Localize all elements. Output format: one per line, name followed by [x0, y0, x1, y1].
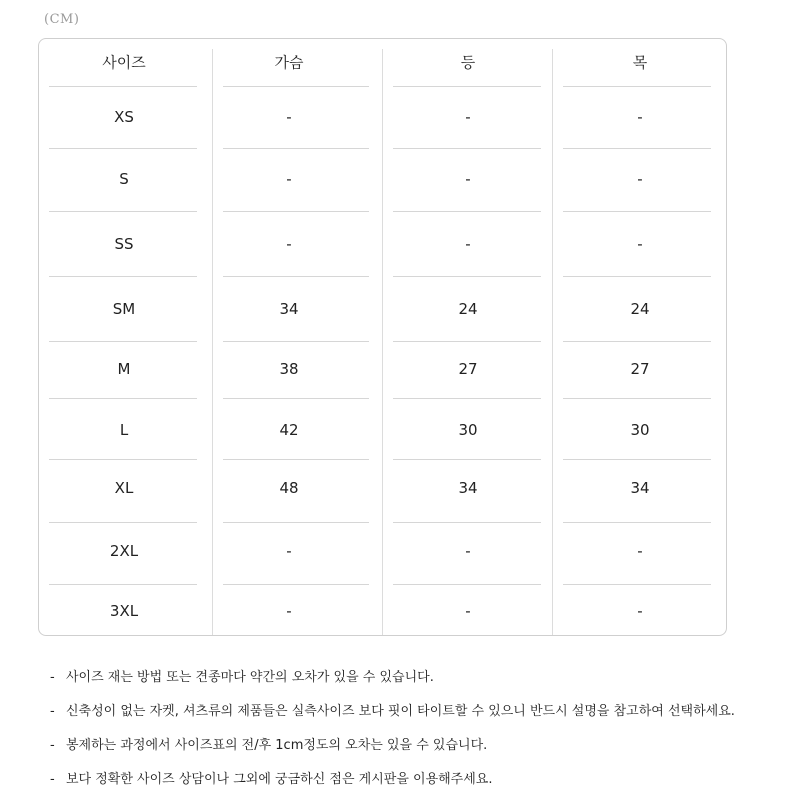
cell-chest: - [286, 542, 292, 560]
note-marker: - [50, 772, 55, 787]
row-separator [223, 148, 369, 149]
note-text: 사이즈 재는 방법 또는 견종마다 약간의 오차가 있을 수 있습니다. [66, 670, 434, 685]
row-separator [223, 584, 369, 585]
cell-back: - [465, 602, 471, 620]
row-separator [393, 341, 541, 342]
row-separator [49, 459, 197, 460]
header-size: 사이즈 [102, 53, 146, 72]
note-text: 신축성이 없는 자켓, 셔츠류의 제품들은 실측사이즈 보다 핏이 타이트할 수 있으니 반드시 설명을 참고하여 선택하세요. [66, 704, 735, 719]
row-separator [563, 459, 711, 460]
header-back: 등 [460, 53, 476, 72]
cell-chest: 38 [279, 360, 299, 378]
cell-neck: - [637, 235, 643, 253]
cell-back: - [465, 542, 471, 560]
size-table [38, 38, 727, 636]
cell-size: XL [114, 479, 134, 497]
row-separator [393, 148, 541, 149]
row-separator [393, 276, 541, 277]
cell-neck: 27 [630, 360, 650, 378]
cell-neck: 34 [630, 479, 650, 497]
unit-label: (CM) [44, 12, 80, 27]
cell-size: 2XL [109, 542, 139, 560]
note-marker: - [50, 670, 55, 685]
size-notes-list [50, 668, 735, 804]
note-item [50, 736, 735, 770]
cell-neck: - [637, 170, 643, 188]
cell-chest: - [286, 602, 292, 620]
note-text: 봉제하는 과정에서 사이즈표의 전/후 1cm정도의 오차는 있을 수 있습니다. [66, 738, 488, 753]
row-separator [393, 398, 541, 399]
cell-chest: 42 [279, 421, 299, 439]
cell-size: S [119, 170, 129, 188]
note-marker: - [50, 704, 55, 719]
row-separator [223, 459, 369, 460]
row-separator [49, 522, 197, 523]
column-divider [212, 49, 213, 635]
cell-back: - [465, 170, 471, 188]
row-separator [49, 86, 197, 87]
note-item [50, 770, 735, 804]
cell-size: XS [114, 108, 134, 126]
row-separator [223, 86, 369, 87]
note-item [50, 668, 735, 702]
cell-back: 30 [458, 421, 478, 439]
cell-chest: - [286, 170, 292, 188]
cell-chest: 48 [279, 479, 299, 497]
row-separator [393, 584, 541, 585]
cell-neck: - [637, 602, 643, 620]
row-separator [393, 86, 541, 87]
cell-neck: - [637, 108, 643, 126]
cell-size: L [119, 421, 129, 439]
row-separator [563, 522, 711, 523]
row-separator [49, 148, 197, 149]
cell-chest: 34 [279, 300, 299, 318]
cell-back: - [465, 235, 471, 253]
column-divider [552, 49, 553, 635]
row-separator [223, 211, 369, 212]
row-separator [49, 341, 197, 342]
row-separator [563, 148, 711, 149]
cell-chest: - [286, 108, 292, 126]
row-separator [223, 341, 369, 342]
note-marker: - [50, 738, 55, 753]
cell-size: SM [112, 300, 136, 318]
row-separator [393, 459, 541, 460]
row-separator [49, 584, 197, 585]
cell-neck: 30 [630, 421, 650, 439]
cell-back: 34 [458, 479, 478, 497]
row-separator [49, 398, 197, 399]
cell-neck: - [637, 542, 643, 560]
row-separator [563, 211, 711, 212]
header-neck: 목 [632, 53, 648, 72]
cell-size: SS [114, 235, 134, 253]
row-separator [563, 398, 711, 399]
cell-neck: 24 [630, 300, 650, 318]
row-separator [563, 341, 711, 342]
cell-size: M [117, 360, 131, 378]
row-separator [393, 211, 541, 212]
note-item [50, 702, 735, 736]
row-separator [49, 276, 197, 277]
note-text: 보다 정확한 사이즈 상담이나 그외에 궁금하신 점은 게시판을 이용해주세요. [66, 772, 493, 787]
row-separator [223, 398, 369, 399]
cell-back: - [465, 108, 471, 126]
row-separator [223, 276, 369, 277]
cell-back: 27 [458, 360, 478, 378]
row-separator [49, 211, 197, 212]
cell-size: 3XL [109, 602, 139, 620]
column-divider [382, 49, 383, 635]
row-separator [563, 86, 711, 87]
row-separator [563, 584, 711, 585]
row-separator [393, 522, 541, 523]
cell-back: 24 [458, 300, 478, 318]
row-separator [223, 522, 369, 523]
cell-chest: - [286, 235, 292, 253]
header-chest: 가슴 [274, 53, 304, 72]
row-separator [563, 276, 711, 277]
